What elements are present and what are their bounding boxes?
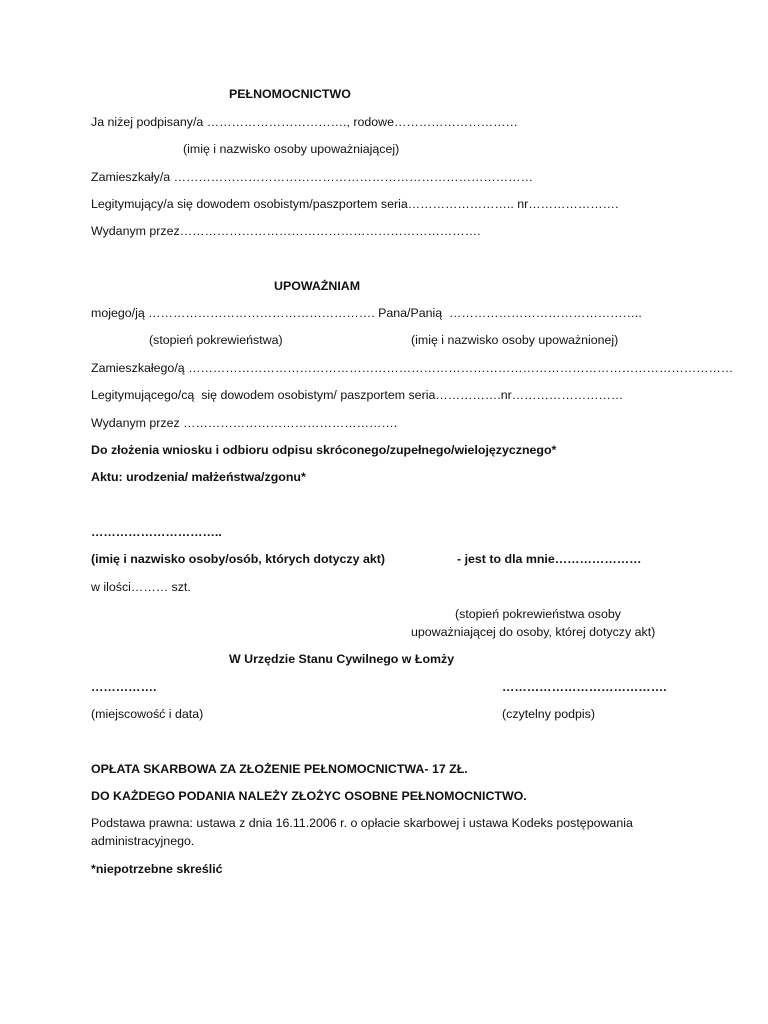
relation-caption-1: (stopień pokrewieństwa osoby bbox=[455, 607, 621, 621]
grantor-id-line: Legitymujący/a się dowodem osobistym/paszportem seria…………………….. nr…………………. bbox=[91, 197, 619, 211]
purpose-line-1: Do złożenia wniosku i odbioru odpisu skróconego/zupełnego/wielojęzycznego* bbox=[91, 443, 557, 457]
relation-caption-2: upoważniającej do osoby, której dotyczy akt) bbox=[411, 625, 656, 639]
subject-caption: (imię i nazwisko osoby/osób, których dotyczy akt) bbox=[91, 552, 385, 566]
purpose-line-2: Aktu: urodzenia/ małżeństwa/zgonu* bbox=[91, 470, 306, 484]
separate-notice: DO KAŻDEGO PODANIA NALEŻY ZŁOŻYC OSOBNE PEŁNOMOCNICTWO. bbox=[91, 789, 527, 803]
authorize-heading: UPOWAŻNIAM bbox=[274, 279, 361, 293]
office-line: W Urzędzie Stanu Cywilnego w Łomży bbox=[229, 652, 455, 666]
place-date-dots: ……………. bbox=[91, 680, 157, 694]
footnote: *niepotrzebne skreślić bbox=[91, 862, 223, 876]
proxy-id-line: Legitymującego/cą się dowodem osobistym/ paszportem seria…………….nr……………………… bbox=[91, 388, 624, 402]
grantor-address-line: Zamieszkały/a …………………………………………………………………………… bbox=[91, 170, 533, 184]
grantor-issued-line: Wydanym przez………………………………………………………………. bbox=[91, 224, 481, 238]
proxy-name-line: mojego/ją ………………………………………………. Pana/Panią ……………………………………….. bbox=[91, 306, 642, 320]
subject-dots: ………………………….. bbox=[91, 525, 222, 539]
fee-notice: OPŁATA SKARBOWA ZA ZŁOŻENIE PEŁNOMOCNICTWA- 17 ZŁ. bbox=[91, 762, 468, 776]
proxy-address-line: Zamieszkałego/ą …………………………………………………………………………………………………………………… bbox=[91, 361, 734, 375]
place-date-caption: (miejscowość i data) bbox=[91, 707, 204, 721]
grantor-name-line: Ja niżej podpisany/a ……………………………., rodowe………………………… bbox=[91, 115, 518, 129]
signature-dots: …………………………………. bbox=[502, 680, 667, 694]
proxy-issued-line: Wydanym przez ……………………………………………. bbox=[91, 416, 398, 430]
legal-basis-line-1: Podstawa prawna: ustawa z dnia 16.11.2006 r. o opłacie skarbowej i ustawa Kodeks postępowania bbox=[91, 816, 633, 830]
proxy-relation-caption: (stopień pokrewieństwa) bbox=[149, 333, 283, 347]
proxy-name-caption: (imię i nazwisko osoby upoważnionej) bbox=[411, 333, 619, 347]
legal-basis-line-2: administracyjnego. bbox=[91, 834, 195, 848]
subject-relation: - jest to dla mnie………………… bbox=[457, 552, 642, 566]
quantity-line: w ilości……… szt. bbox=[91, 580, 191, 594]
signature-caption: (czytelny podpis) bbox=[502, 707, 595, 721]
grantor-name-caption: (imię i nazwisko osoby upoważniającej) bbox=[183, 142, 400, 156]
document-title: PEŁNOMOCNICTWO bbox=[229, 87, 351, 101]
